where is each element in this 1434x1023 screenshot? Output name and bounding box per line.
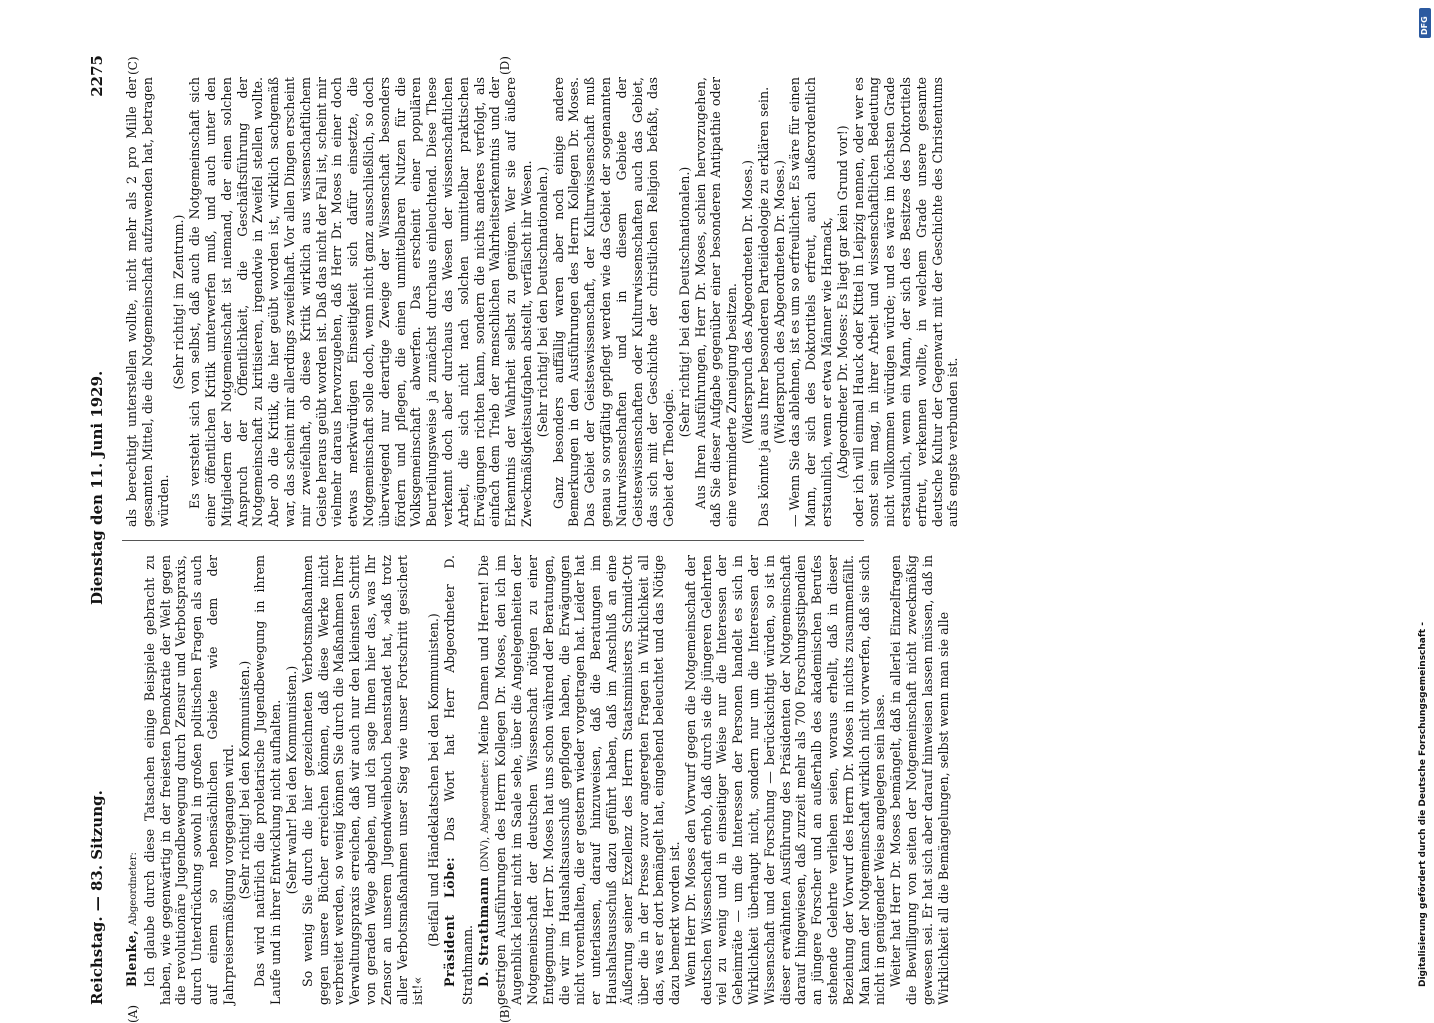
header-left: Reichstag. — 83. Sitzung. bbox=[88, 790, 106, 1005]
right-paragraph: Aus Ihren Ausführungen, Herr Dr. Moses, schien hervorzugehen, daß Sie dieser Aufgabe gegenüber einer besonderen Antipathie oder eine verminderte Zuneigung besitzen. bbox=[692, 77, 740, 527]
right-column bbox=[124, 77, 961, 527]
column-divider bbox=[122, 540, 864, 541]
digitization-note bbox=[1418, 12, 1432, 992]
left-interjection: (Sehr wahr! bei den Kommunisten.) bbox=[283, 665, 299, 895]
speech-text: Meine Damen und Herren! Die gestrigen Ausführungen des Herrn Kollegen Dr. Moses, den ich im Augenblick leider nicht im Saale sehe, über die Angelegenheiten der Notgemeinschaft der deutschen Wissenschaft nötigen zu einer Entgegnung. Herr Dr. Moses hat uns schon während der Beratungen, die wir im Haushaltsausschuß gepflogen haben, die Erwägungen nicht vorenthalten, die er gestern wieder vorgetragen hat. Leider hat er unterlassen, darauf hinzuweisen, daß die Beratungen im Haushaltsausschuß dazu geführt haben, daß im Anschluß an eine Äußerung seiner Exzellenz des Herrn Staatsministers Schmidt-Ott über die in der Presse zuvor angeregten Fragen in Wirklichkeit all das, was er dort bemängelt hat, eingehend beleuchtet und das Nötige dazu bemerkt worden ist. bbox=[475, 555, 683, 1005]
right-paragraph: oder ich will einmal Hauck oder Kittel in Leipzig nennen, oder wer es sonst sein mag, in ihrer Arbeit und wissenschaftlichen Bedeutung nicht vollkommen würdigen würde; und es wäre im höchsten Grade erstaunlich, wenn ein Mann, der sich des Besitzes des Doktortitels erfreut, verkennen wollte, in welchem Grade unsere gesamte deutsche Kultur der Gegenwart mit der Geschichte des Christentums aufs engste verbunden ist. bbox=[850, 77, 961, 527]
rotated-page bbox=[88, 55, 961, 1023]
speaker-role: Abgeordneter: bbox=[128, 852, 139, 926]
left-paragraph: Wenn Herr Dr. Moses den Vorwurf gegen die Notgemeinschaft der deutschen Wissenschaft erhob, daß durch sie die jüngeren Gelehrten viel zu wenig und in einseitiger Weise nur die Interessen der Geheimräte — um die Interessen der Personen handelt es sich in Wirklichkeit überhaupt nicht, sondern nur um die Interessen der Wissenschaft und der Forschung — berücksichtigt würden, so ist in dieser erwähnten Ausführung des Präsidenten der Notgemeinschaft darauf hingewiesen, daß zurzeit mehr als 700 Forschungsstipendien an jüngere Forscher und an außerhalb des akademischen Berufes stehende Gelehrte verliehen seien, woraus erhellt, daß in dieser Beziehung der Vorwurf des Herrn Dr. Moses in nichts zusammenfällt. Man kann der Notgemeinschaft wirklich nicht vorwerfen, daß sie sich nicht in genügender Weise angelegen sein lasse. bbox=[682, 555, 888, 1005]
marker-d: (D) bbox=[498, 56, 512, 75]
right-paragraph: — Wenn Sie das ablehnen, ist es um so erfreulicher. Es wäre für einen Mann, der sich des Doktortitels erfreut, auch außerordentlich erstaunlich, wenn er etwa Männer wie Harnack, bbox=[787, 77, 835, 527]
left-paragraph: So wenig Sie durch die hier gezeichneten Verbotsmaßnahmen gegen unsere Bücher erreichen können, daß diese Werke nicht verbreitet werden, so wenig können Sie durch die Maßnahmen Ihrer Verwaltungspraxis erreichen, daß wir auch nur den kleinsten Schritt von geraden Wege abgehen, und ich sage Ihnen hier das, was Ihr Zensor an unserem Jugendweihebuch beanstandet hat, »daß trotz aller Verbotsmaßnahmen unser Sieg wie unser Fortschritt gesichert ist!« bbox=[299, 555, 426, 1005]
right-interjection: (Widerspruch des Abgeordneten Dr. Moses.) bbox=[740, 159, 756, 445]
left-speaker-paragraph bbox=[476, 555, 683, 1005]
dfg-logo bbox=[1419, 8, 1431, 38]
right-paragraph: Es versteht sich von selbst, daß auch die Notgemeinschaft sich einer öffentlichen Kritik unterwerfen muß, und auch unter den Mitgliedern der Notgemeinschaft ist niemand, der einen solchen Anspruch der Öffentlichkeit, die Geschäftsführung der Notgemeinschaft zu kritisieren, irgendwie in Zweifel stellen wollte. Aber ob die Kritik, die hier geübt worden ist, wirklich sachgemäß war, das scheint mir allerdings zweifelhaft. Vor allen Dingen erscheint mir zweifelhaft, ob diese Kritik wirklich aus wissenschaftlichem Geiste heraus geübt worden ist. Daß das nicht der Fall ist, scheint mir vielmehr daraus hervorzugehen, daß Herr Dr. Moses in einer doch etwas merkwürdigen Einseitigkeit sich dafür einsetzte, die Notgemeinschaft solle doch, wenn nicht ganz ausschließlich, so doch überwiegend nur derartige Zweige der Wissenschaft besonders fördern und pflegen, die einen unmittelbaren Nutzen für die Volksgemeinschaft abwerfen. Das erscheint einer populären Beurteilungsweise ja zunächst durchaus einleuchtend. Diese These verkennt doch aber durchaus das Wesen der wissenschaftlichen Arbeit, die sich nicht nach solchen unmittelbar praktischen Erwägungen richten kann, sondern die nichts anderes verfolgt, als einfach dem Trieb der menschlichen Wahrheitserkenntnis und der Erkenntnis der Wahrheit selbst zu genügen. Wer sie auf äußere Zweckmäßigkeitsaufgaben abstellt, verfälscht ihr Wesen. bbox=[187, 77, 534, 527]
header-center: Dienstag den 11. Juni 1929. bbox=[88, 370, 106, 605]
right-interjection: (Sehr richtig! bei den Deutschnationalen.) bbox=[676, 166, 692, 438]
marker-c: (C) bbox=[126, 56, 140, 75]
speaker-role: (DNV), Abgeordneter: bbox=[479, 759, 491, 872]
left-paragraph: Weiter hat Herr Dr. Moses bemängelt, daß in allerlei Einzelfragen die Bewilligung von seiten der Notgemeinschaft nicht zweckmäßig gewesen sei. Er hat sich aber darauf hinweisen lassen müssen, daß in Wirklichkeit all die Bemängelungen, selbst wenn man sie alle bbox=[888, 555, 951, 1005]
page-header bbox=[88, 55, 112, 1005]
speech-text: Das Wort hat Herr Abgeordneter D. Strathmann. bbox=[441, 554, 475, 1005]
left-speaker-paragraph bbox=[124, 555, 142, 1005]
marker-a: (A) bbox=[126, 1004, 140, 1023]
dfg-logo-text: DFG bbox=[1420, 16, 1429, 35]
right-interjection: (Sehr richtig! im Zentrum.) bbox=[171, 214, 187, 390]
speaker-name: Blenke, bbox=[124, 929, 139, 987]
speaker-name: Präsident Löbe: bbox=[441, 856, 457, 987]
left-interjection: (Beifall und Händeklatschen bei den Kommunisten.) bbox=[426, 613, 442, 947]
left-speaker-paragraph bbox=[442, 555, 476, 1005]
digitization-text: Digitalisierung gefördert durch die Deutsche Forschungsgemeinschaft - bbox=[1418, 622, 1428, 987]
left-column bbox=[124, 554, 951, 1005]
right-paragraph: als berechtigt unterstellen wollte, nicht mehr als 2 pro Mille der gesamten Mittel, die die Notgemeinschaft aufzuwenden hat, betragen würden. bbox=[124, 77, 171, 527]
right-paragraph: Ganz besonders auffällig waren aber noch einige andere Bemerkungen in den Ausführungen des Herrn Kollegen Dr. Moses. Das Gebiet der Geisteswissenschaft, der Kulturwissenschaft muß genau so sorgfältig gepflegt werden wie das Gebiet der sogenannten Naturwissenschaften und in diesem Gebiete der Geisteswissenschaften oder Kulturwissenschaften auch das Gebiet, das sich mit der Geschichte der christlichen Religion befaßt, das Gebiet der Theologie. bbox=[550, 77, 677, 527]
left-interjection: (Sehr richtig! bei den Kommunisten.) bbox=[236, 660, 252, 900]
marker-b: (B) bbox=[498, 1004, 512, 1023]
right-interjection: (Abgeordneter Dr. Moses: Es liegt gar kein Grund vor!) bbox=[834, 125, 850, 479]
right-interjection: (Sehr richtig! bei den Deutschnationalen.) bbox=[534, 166, 550, 438]
left-paragraph: Das wird natürlich die proletarische Jugendbewegung in ihrem Laufe und in ihrer Entwicklung nicht aufhalten. bbox=[252, 555, 284, 1005]
right-paragraph: Das könnte ja aus Ihrer besonderen Parteiideologie zu erklären sein. bbox=[755, 86, 771, 527]
left-paragraph: Ich glaube durch diese Tatsachen einige Beispiele gebracht zu haben, wie gegenwärtig in der freiesten Demokratie der Welt gegen die revolutionäre Jugendbewegung durch Zensur und Verbotspraxis, durch Unterdrückung sowohl in großen politischen Fragen als auch auf einem so nebensächlichen Gebiete wie dem der Jahrpreisermäßigung vorgegangen wird. bbox=[141, 555, 236, 1005]
right-interjection: (Widerspruch des Abgeordneten Dr. Moses.) bbox=[771, 159, 787, 445]
speaker-name: D. Strathmann bbox=[475, 876, 491, 987]
page-number: 2275 bbox=[88, 55, 106, 97]
